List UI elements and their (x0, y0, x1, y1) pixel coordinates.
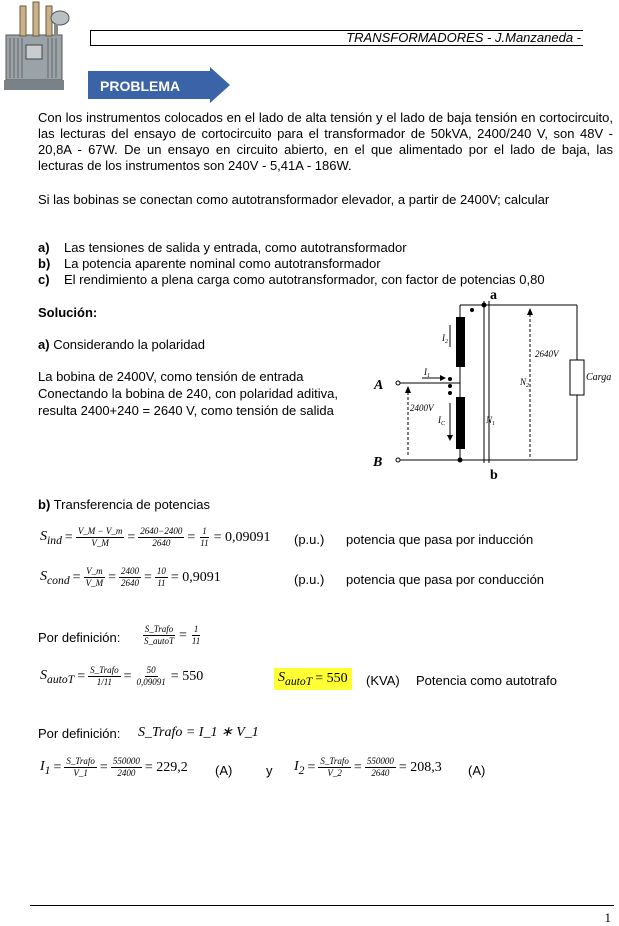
question-c: c) El rendimiento a plena carga como autotransformador, con factor de potencias 0,80 (38, 272, 545, 287)
ic-label: $I_C$ (438, 415, 446, 427)
s-ind-unit: (p.u.) (294, 532, 325, 547)
n2-label: $N_2$ (520, 377, 530, 389)
s-cond-unit: (p.u.) (294, 572, 325, 587)
i1-unit: (A) (215, 763, 233, 778)
s-auto-highlight: $S_{autoT}$ = 550 (274, 668, 352, 690)
question-b: b) La potencia aparente nominal como autotransformador (38, 256, 381, 271)
definition-1-label: Por definición: (38, 630, 121, 645)
s-ind-equation: $S_{ind}$ = $\frac{V\_M - V\_m}{V\_M}$ = $\frac{2640-2400}{2640}$ = $\frac{1}{11}$ = 0,09091 (40, 526, 271, 548)
i2-unit: (A) (468, 763, 486, 778)
definition-1-equation: $\frac{\text{S\_Trafo}}{\text{S\_autoT}}$ = $\frac{1}{11}$ (144, 624, 201, 646)
load-label: Carga (586, 372, 612, 383)
definition-2-label: Por definición: (38, 726, 121, 741)
node-a-label: a (490, 288, 497, 303)
voltage-out-label: 2640V (535, 349, 559, 359)
page-number: 1 (604, 910, 611, 925)
voltage-in-label: 2400V (410, 403, 434, 413)
solution-heading: Solución: (38, 305, 98, 320)
node-B-label: B (373, 455, 383, 470)
problem-banner-label: PROBLEMA (100, 78, 181, 94)
solution-a-text: La bobina de 2400V, como tensión de entrada Conectando la bobina de 240, con polaridad aditiva, resulta 2400+240 = 2640 V, como tensión de salida (38, 369, 338, 418)
i2-equation: $I_2$ = $\frac{\text{S\_Trafo}}{V\_2}$ = $\frac{550000}{2640}$ = 208,3 (294, 756, 442, 778)
node-A-label: A (374, 378, 384, 393)
i2-label: $I_2$ (442, 333, 448, 345)
s-auto-equation: $S_{autoT}$ = $\frac{\text{S\_Trafo}}{1/11}$ = $\frac{50}{0,09091}$ = 550 (40, 665, 204, 687)
transformer-logo (0, 0, 80, 95)
conjunction: y (266, 763, 273, 778)
i1-label: $I_1$ (424, 367, 430, 379)
node-b-label: b (490, 468, 498, 480)
s-auto-note: Potencia como autotrafo (416, 673, 557, 688)
n1-label: $N_1$ (486, 415, 496, 427)
footer-rule (30, 905, 614, 906)
statement-paragraph-2: Si las bobinas se conectan como autotransformador elevador, a partir de 2400V; calcular (38, 192, 550, 207)
solution-b-heading: b) Transferencia de potencias (38, 497, 211, 512)
s-auto-unit: (KVA) (366, 673, 400, 688)
s-cond-equation: $S_{cond}$ = $\frac{V\_m}{V\_M}$ = $\frac{2400}{2640}$ = $\frac{10}{11}$ = 0,9091 (40, 566, 221, 588)
question-list (38, 240, 545, 288)
question-a: a) Las tensiones de salida y entrada, como autotransformador (38, 240, 407, 255)
s-ind-note: potencia que pasa por inducción (346, 532, 534, 547)
statement-paragraph-1: Con los instrumentos colocados en el lado de alta tensión y el lado de baja tensión en cortocircuito, las lecturas del ensayo de cortocircuito para el transformador de 50kVA, 2400/240 V, son 48V - 20,8A - 67W. De un ensayo en circuito abierto, en el que alimentado por el lado de baja, las lecturas de los instrumentos son 240V - 5,41A - 186W. (38, 110, 613, 173)
definition-2-equation: S_Trafo = I_1 ∗ V_1 (138, 725, 259, 740)
s-cond-note: potencia que pasa por conducción (346, 572, 545, 587)
i1-equation: $I_1$ = $\frac{\text{S\_Trafo}}{V\_1}$ = $\frac{550000}{2400}$ = 229,2 (40, 756, 188, 778)
header-title: TRANSFORMADORES - J.Manzaneda - (346, 30, 581, 45)
autotransformer-diagram (370, 285, 619, 480)
solution-a-heading: a) Considerando la polaridad (38, 337, 205, 352)
